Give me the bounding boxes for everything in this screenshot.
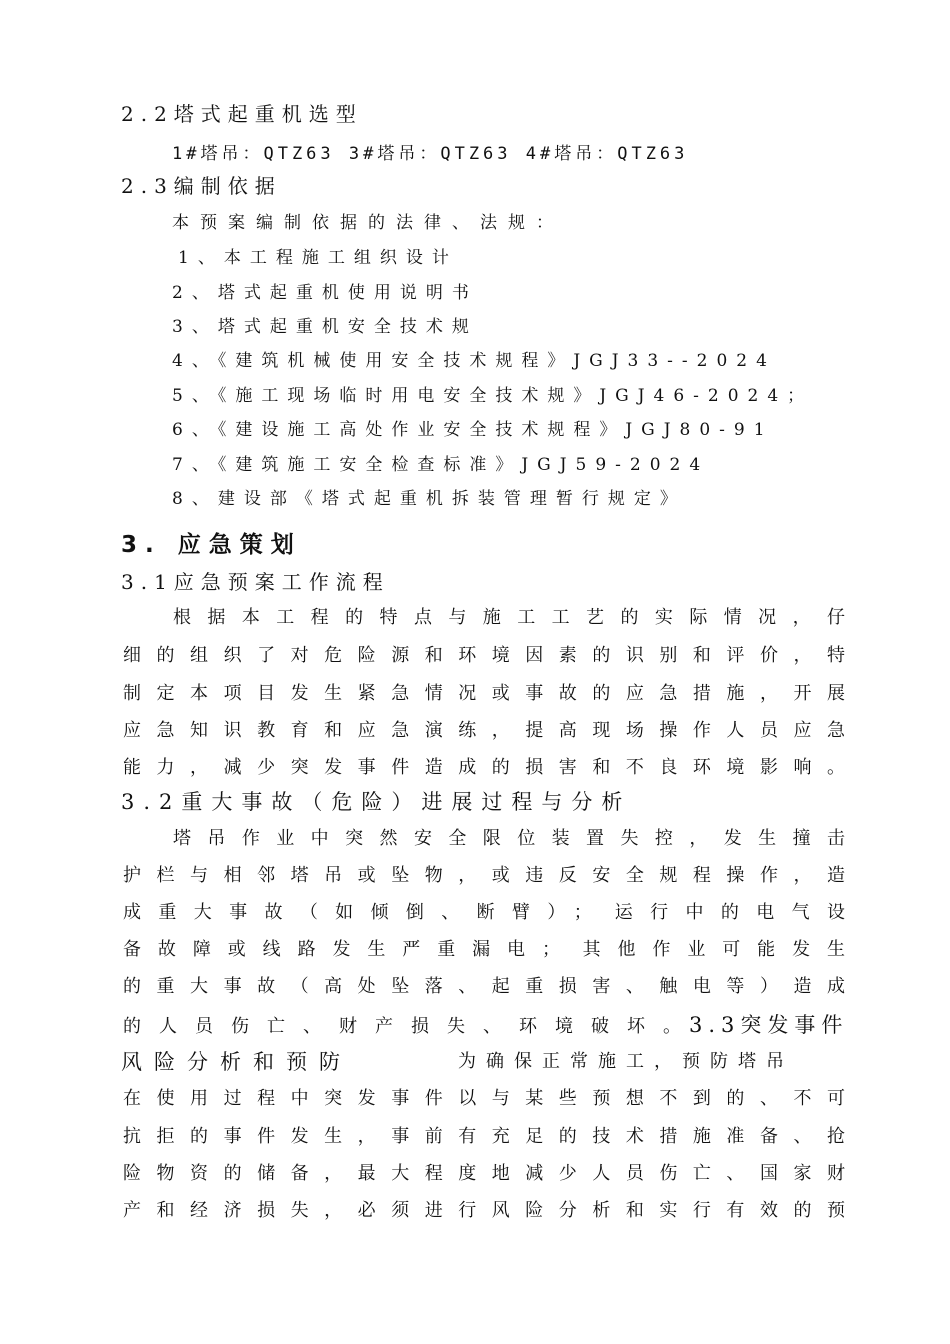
basis-item: 8、建设部《塔式起重机拆装管理暂行规定》 [172,489,686,509]
paragraph-line: 护栏与相邻塔吊或坠物，或违反安全规程操作，造 [123,865,845,886]
paragraph-line: 细的组织了对危险源和环境因素的识别和评价，特 [123,645,845,666]
paragraph-line: 险物资的储备，最大程度地减少人员伤亡、国家财 [123,1163,845,1184]
heading-2-3: 2.3编制依据 [121,174,282,198]
basis-item: 6、《建设施工高处作业安全技术规程》JGJ80-91 [172,420,774,440]
paragraph-line: 产和经济损失，必须进行风险分析和实行有效的预 [123,1200,845,1221]
paragraph-line: 抗拒的事件发生，事前有充足的技术措施准备、抢 [123,1126,845,1147]
paragraph-line: 根据本工程的特点与施工工艺的实际情况，仔 [173,607,845,628]
basis-item: 7、《建筑施工安全检查标准》JGJ59-2024 [172,455,710,475]
paragraph-line: 在使用过程中突发事件以与某些预想不到的、不可 [123,1088,845,1109]
heading-3: 3. 应急策划 [121,532,302,558]
paragraph-line: 成重大事故（如倾倒、断臂）； 运行中的电气设 [123,902,845,923]
basis-intro: 本预案编制依据的法律、法规： [172,213,564,233]
crane-models-line: 1#塔吊：QTZ63 3#塔吊：QTZ63 4#塔吊：QTZ63 [172,144,689,164]
paragraph-line: 制定本项目发生紧急情况或事故的应急措施，开展 [123,683,845,704]
heading-2-2: 2.2塔式起重机选型 [121,102,363,126]
paragraph-line: 的人员伤亡、财产损失、环境破坏。 [123,1016,699,1037]
paragraph-line: 备故障或线路发生严重漏电； 其他作业可能发生 [123,939,845,960]
basis-item: 1、本工程施工组织设计 [178,248,458,268]
heading-3-3-part1: 3.3突发事件 [689,1013,849,1037]
heading-3-3-part2: 风险分析和预防 [121,1050,352,1074]
basis-item: 4、《建筑机械使用安全技术规程》JGJ33--2024 [172,351,776,371]
paragraph-line: 塔吊作业中突然安全限位装置失控，发生撞击 [173,828,845,849]
paragraph-line: 为确保正常施工，预防塔吊 [458,1051,794,1072]
basis-item: 3、塔式起重机安全技术规 [172,317,478,337]
basis-item: 5、《施工现场临时用电安全技术规》JGJ46-2024； [172,386,814,406]
paragraph-line: 能力，减少突发事件造成的损害和不良环境影响。 [123,757,845,778]
basis-item: 2、塔式起重机使用说明书 [172,283,478,303]
paragraph-line: 应急知识教育和应急演练，提高现场操作人员应急 [123,720,845,741]
paragraph-line: 的重大事故（高处坠落、起重损害、触电等）造成 [123,976,845,997]
heading-3-2: 3.2重大事故（危险）进展过程与分析 [121,790,632,814]
heading-3-1: 3.1应急预案工作流程 [121,570,390,594]
